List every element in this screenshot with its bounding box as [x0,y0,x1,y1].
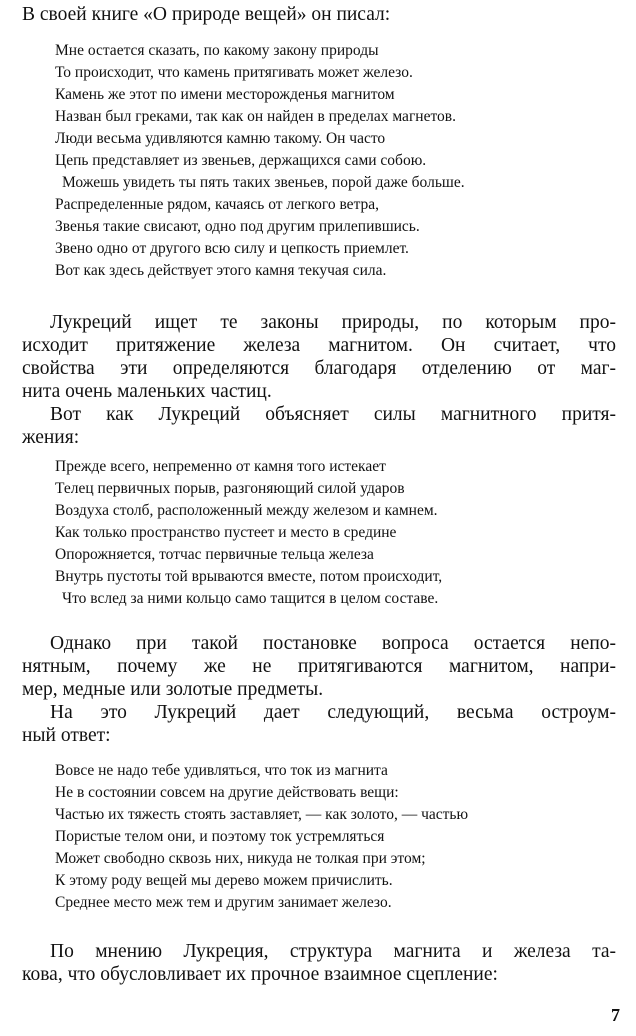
verse-line: Как только пространство пустеет и место в средине [55,524,397,541]
verse-line: Воздуха столб, расположенный между железом и камнем. [55,502,438,519]
verse-line: Звенья такие свисают, одно под другим прилепившись. [55,218,420,235]
verse-line: То происходит, что камень притягивать может железо. [55,64,413,81]
verse-line: Можешь увидеть ты пять таких звеньев, порой даже больше. [62,174,465,191]
prose-line: Вот как Лукреций объясняет силы магнитного притя- [50,404,616,425]
verse-line: Опорожняется, тотчас первичные тельца железа [55,546,374,563]
verse-line: Телец первичных порыв, разгоняющий силой ударов [55,480,405,497]
verse-line: Камень же этот по имени месторожденья магнитом [55,86,395,103]
prose-line: ный ответ: [22,725,111,746]
verse-line: Среднее место меж тем и другим занимает железо. [55,894,392,911]
verse-line: Не в состоянии совсем на другие действовать вещи: [55,784,399,801]
verse-line: Люди весьма удивляются камню такому. Он часто [55,130,386,147]
verse-line: Прежде всего, непременно от камня того истекает [55,458,386,475]
verse-line: Вовсе не надо тебе удивляться, что ток из магнита [55,762,388,779]
prose-line: нита очень маленьких частиц. [22,381,272,402]
verse-line: Частью их тяжесть стоять заставляет, — как золото, — частью [55,806,469,823]
prose-line: жения: [22,427,80,448]
verse-line: Мне остается сказать, по какому закону природы [55,42,379,59]
intro-line: В своей книге «О природе вещей» он писал: [22,4,391,25]
page-number: 7 [611,1005,620,1025]
verse-line: Внутрь пустоты той врываются вместе, потом происходит, [55,568,443,585]
verse-line: Вот как здесь действует этого камня текучая сила. [55,262,387,279]
verse-line: Звено одно от другого всю силу и цепкость приемлет. [55,240,409,257]
verse-line: Что вслед за ними кольцо само тащится в целом составе. [62,590,439,607]
verse-line: К этому роду вещей мы дерево можем причислить. [55,872,393,889]
prose-line: Однако при такой постановке вопроса остается непо- [50,633,616,654]
verse-line: Цепь представляет из звеньев, держащихся сами собою. [55,152,427,169]
prose-line: На это Лукреций дает следующий, весьма остроум- [50,702,616,723]
prose-line: Лукреций ищет те законы природы, по которым про- [50,312,616,333]
prose-line: нятным, почему же не притягиваются магнитом, напри- [22,656,616,677]
verse-line: Может свободно сквозь них, никуда не толкая при этом; [55,850,426,867]
prose-line: исходит притяжение железа магнитом. Он считает, что [22,335,616,356]
verse-line: Назван был греками, так как он найден в пределах магнетов. [55,108,456,125]
prose-line: свойства эти определяются благодаря отделению от маг- [22,358,616,379]
prose-line: кова, что обусловливает их прочное взаимное сцепление: [22,964,498,985]
prose-line: По мнению Лукреция, структура магнита и железа та- [50,941,616,962]
prose-line: мер, медные или золотые предметы. [22,679,324,700]
verse-line: Распределенные рядом, качаясь от легкого ветра, [55,196,380,213]
verse-line: Пористые телом они, и поэтому ток устремляться [55,828,385,845]
